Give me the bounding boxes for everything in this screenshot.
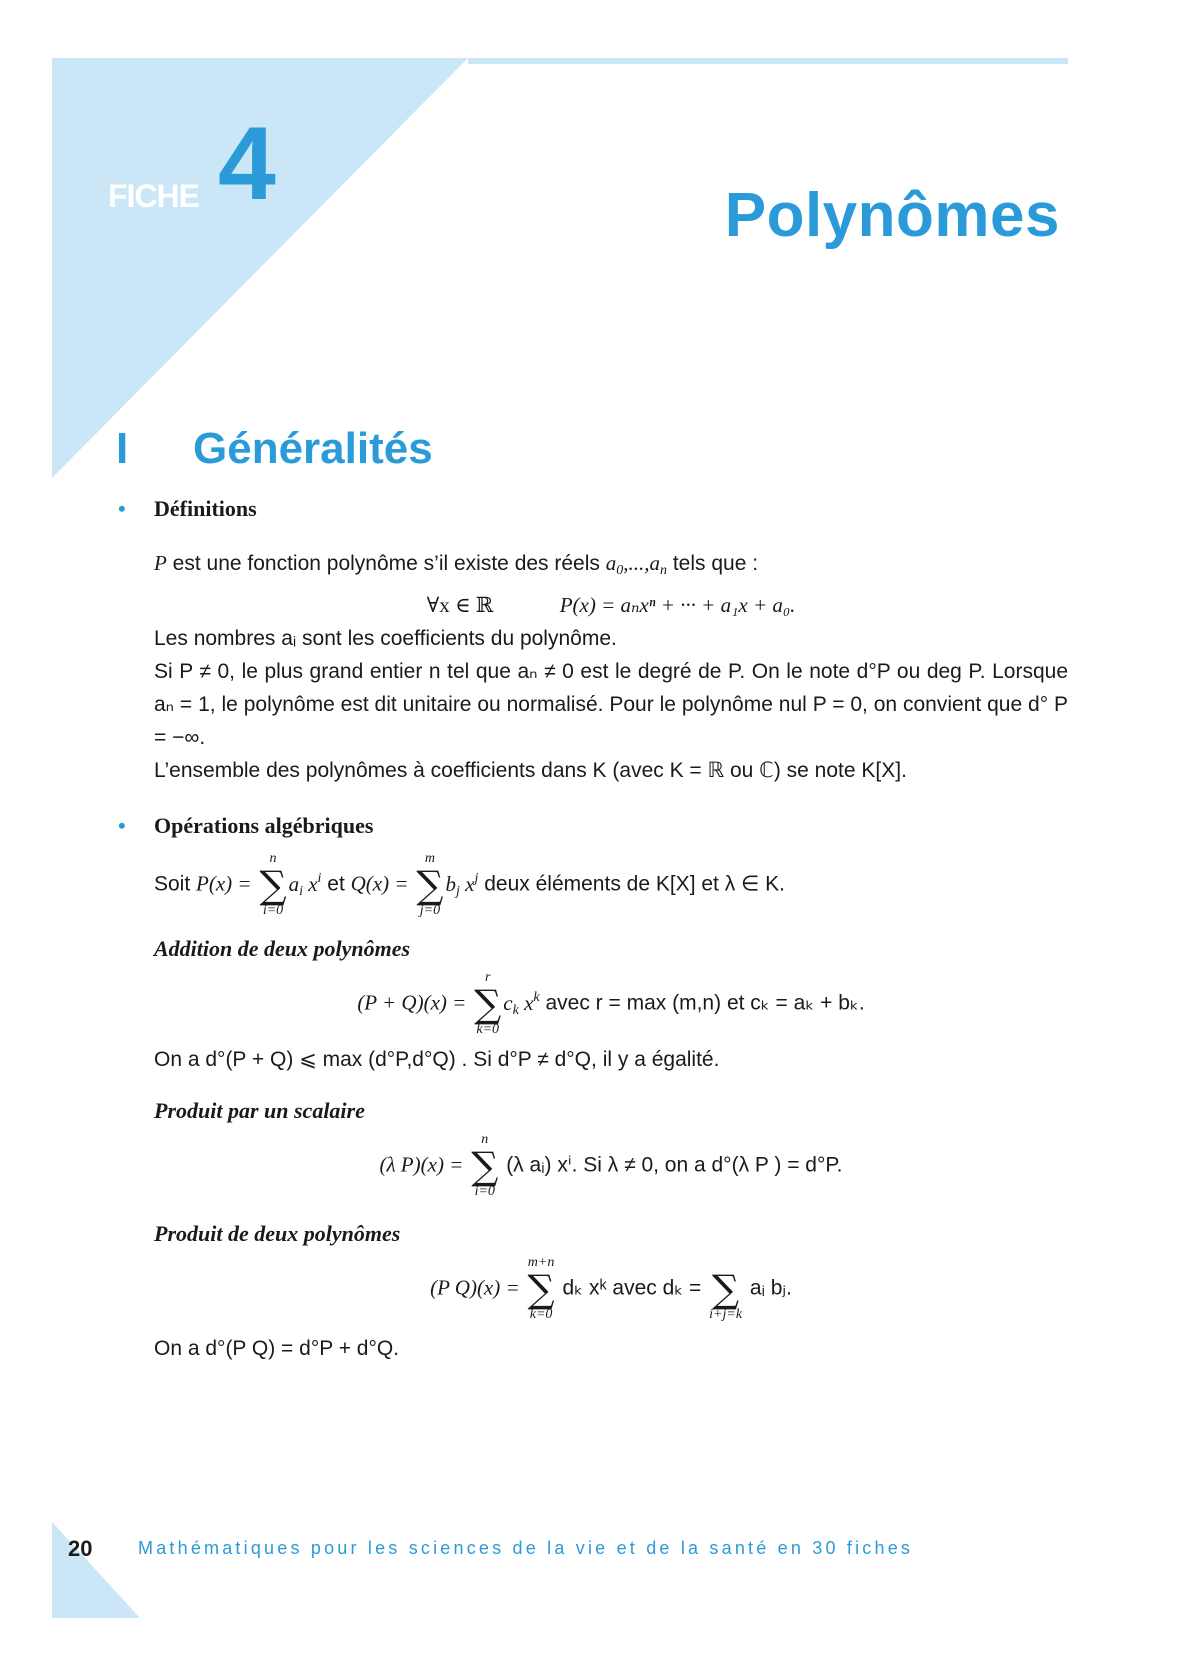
product-formula: (P Q)(x) = m+n ∑ k=0 dₖ xᵏ avec dₖ = ∑ i+j=k aᵢ bⱼ.	[430, 1255, 792, 1322]
footer-triangle	[52, 1522, 140, 1618]
addition-formula: (P + Q)(x) = r ∑ k=0 $c_k$ $x^k$ avec r = max (m,n) et cₖ = aₖ + bₖ.	[357, 970, 865, 1037]
scalar-formula: (λ P)(x) = n ∑ i=0 (λ aᵢ) xⁱ. Si λ ≠ 0, on a d°(λ P ) = d°P.	[379, 1132, 843, 1199]
degree-line-3: Pour le polynôme nul P = 0, on convient que d° P = −∞.	[154, 693, 1068, 749]
sum-symbol: r ∑ k=0	[474, 970, 502, 1037]
bullet-icon: •	[118, 496, 126, 521]
sum-symbol: ∑ i+j=k	[709, 1267, 743, 1322]
sum-symbol: m+n ∑ k=0	[527, 1255, 555, 1322]
intro-tail: tels que :	[672, 552, 759, 575]
page-title: Polynômes	[724, 181, 1060, 250]
sum-symbol: m ∑ j=0	[416, 851, 444, 918]
product-note: On a d°(P Q) = d°P + d°Q.	[154, 1337, 400, 1360]
page-number: 20	[68, 1536, 93, 1561]
addition-heading: Addition de deux polynômes	[154, 936, 411, 961]
operations-heading: • Opérations algébriques	[118, 809, 1068, 842]
deux-elements: deux éléments de K[X] et λ ∈ K.	[484, 872, 786, 896]
bullet-icon: •	[118, 813, 126, 838]
definition-intro: P est une fonction polynôme s’il existe des réels $a_0,...,a_n$ tels que :	[154, 551, 759, 578]
book-title-footer: Mathématiques pour les sciences de la vie et de la santé en 30 fiches	[138, 1538, 914, 1558]
section-title: Généralités	[193, 424, 433, 473]
polynomial-expr: P(x) = aₙxⁿ + ··· + a₁x + a₀.	[559, 593, 796, 617]
definition-formula	[154, 589, 1068, 622]
scalar-heading: Produit par un scalaire	[154, 1098, 365, 1123]
section-number: I	[116, 424, 129, 473]
degree-text	[154, 655, 1068, 754]
coeff-line: Les nombres aᵢ sont les coefficients du polynôme.	[154, 627, 617, 650]
fiche-label: FICHE	[108, 178, 199, 214]
set-line: L’ensemble des polynômes à coefficients dans K (avec K = ℝ ou ℂ) se note K[X].	[154, 759, 907, 782]
product-heading: Produit de deux polynômes	[154, 1221, 401, 1246]
fiche-number: 4	[218, 106, 276, 222]
definitions-heading: • Définitions	[118, 492, 1068, 525]
intro-text: est une fonction polynôme s’il existe des réels	[172, 552, 600, 575]
content-body	[118, 492, 1068, 1365]
header-top-line	[468, 58, 1068, 64]
degree-line-2: Lorsque aₙ = 1, le polynôme est dit unitaire ou normalisé.	[154, 660, 1068, 716]
degree-line-1: Si P ≠ 0, le plus grand entier n tel que aₙ ≠ 0 est le degré de P. On le note d°P ou deg P.	[154, 660, 986, 683]
sum-symbol: n ∑ i=0	[259, 851, 287, 918]
forall-expr: ∀x ∈ ℝ	[426, 593, 494, 617]
sum-symbol: n ∑ i=0	[471, 1132, 499, 1199]
operations-intro: Soit P(x) = n ∑ i=0 $a_i$ $x^i$ et Q(x) = m ∑ j=0 $b_j$ $x^j$ deux éléments de K[X] et λ ∈ K.	[154, 851, 786, 918]
addition-note: On a d°(P + Q) ⩽ max (d°P,d°Q) . Si d°P ≠ d°Q, il y a égalité.	[154, 1048, 720, 1071]
